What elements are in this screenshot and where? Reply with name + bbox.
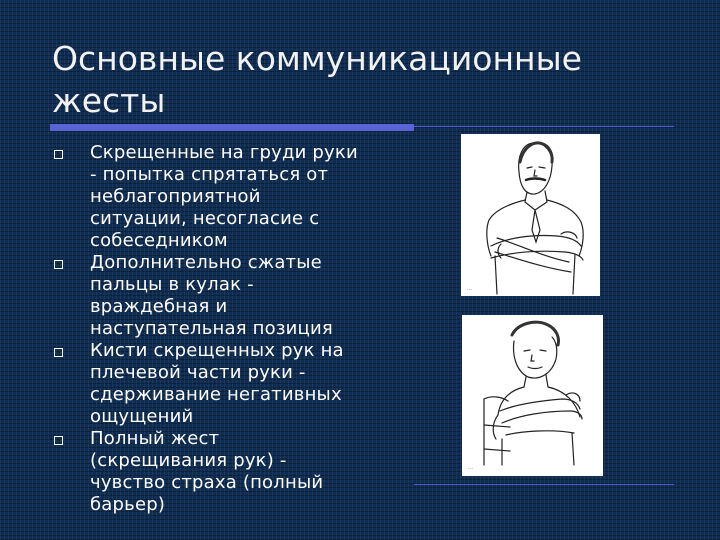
bullet-text: Кисти скрещенных рук на плечевой части руки - сдерживание негативных ощущений <box>90 340 344 427</box>
man-crossed-arms-illustration <box>461 134 600 296</box>
bullet-text: Дополнительно сжатые пальцы в кулак - враждебная и наступательная позиция <box>90 252 333 339</box>
svg-text:…: … <box>468 465 473 471</box>
boy-hugging-shoulders-illustration <box>462 315 603 476</box>
bullet-text: Скрещенные на груди руки - попытка спрятаться от неблагоприятной ситуации, несогласие с собеседником <box>90 142 358 251</box>
slide-title: Основные коммуникационные жесты <box>52 39 582 120</box>
title-accent-bar <box>50 124 414 131</box>
bullet-item <box>52 340 362 428</box>
svg-text:…: … <box>467 286 472 292</box>
bullet-text: Полный жест (скрещивания рук) - чувство страха (полный барьер) <box>90 428 324 515</box>
bullet-square-icon <box>54 150 63 159</box>
bullet-item <box>52 142 362 252</box>
title-divider-line <box>414 126 674 127</box>
image-divider-line <box>414 484 674 485</box>
bullet-item <box>52 428 362 516</box>
bullet-list <box>52 142 362 516</box>
bullet-square-icon <box>54 348 63 357</box>
bullet-square-icon <box>54 436 63 445</box>
bullet-item <box>52 252 362 340</box>
bullet-square-icon <box>54 260 63 269</box>
